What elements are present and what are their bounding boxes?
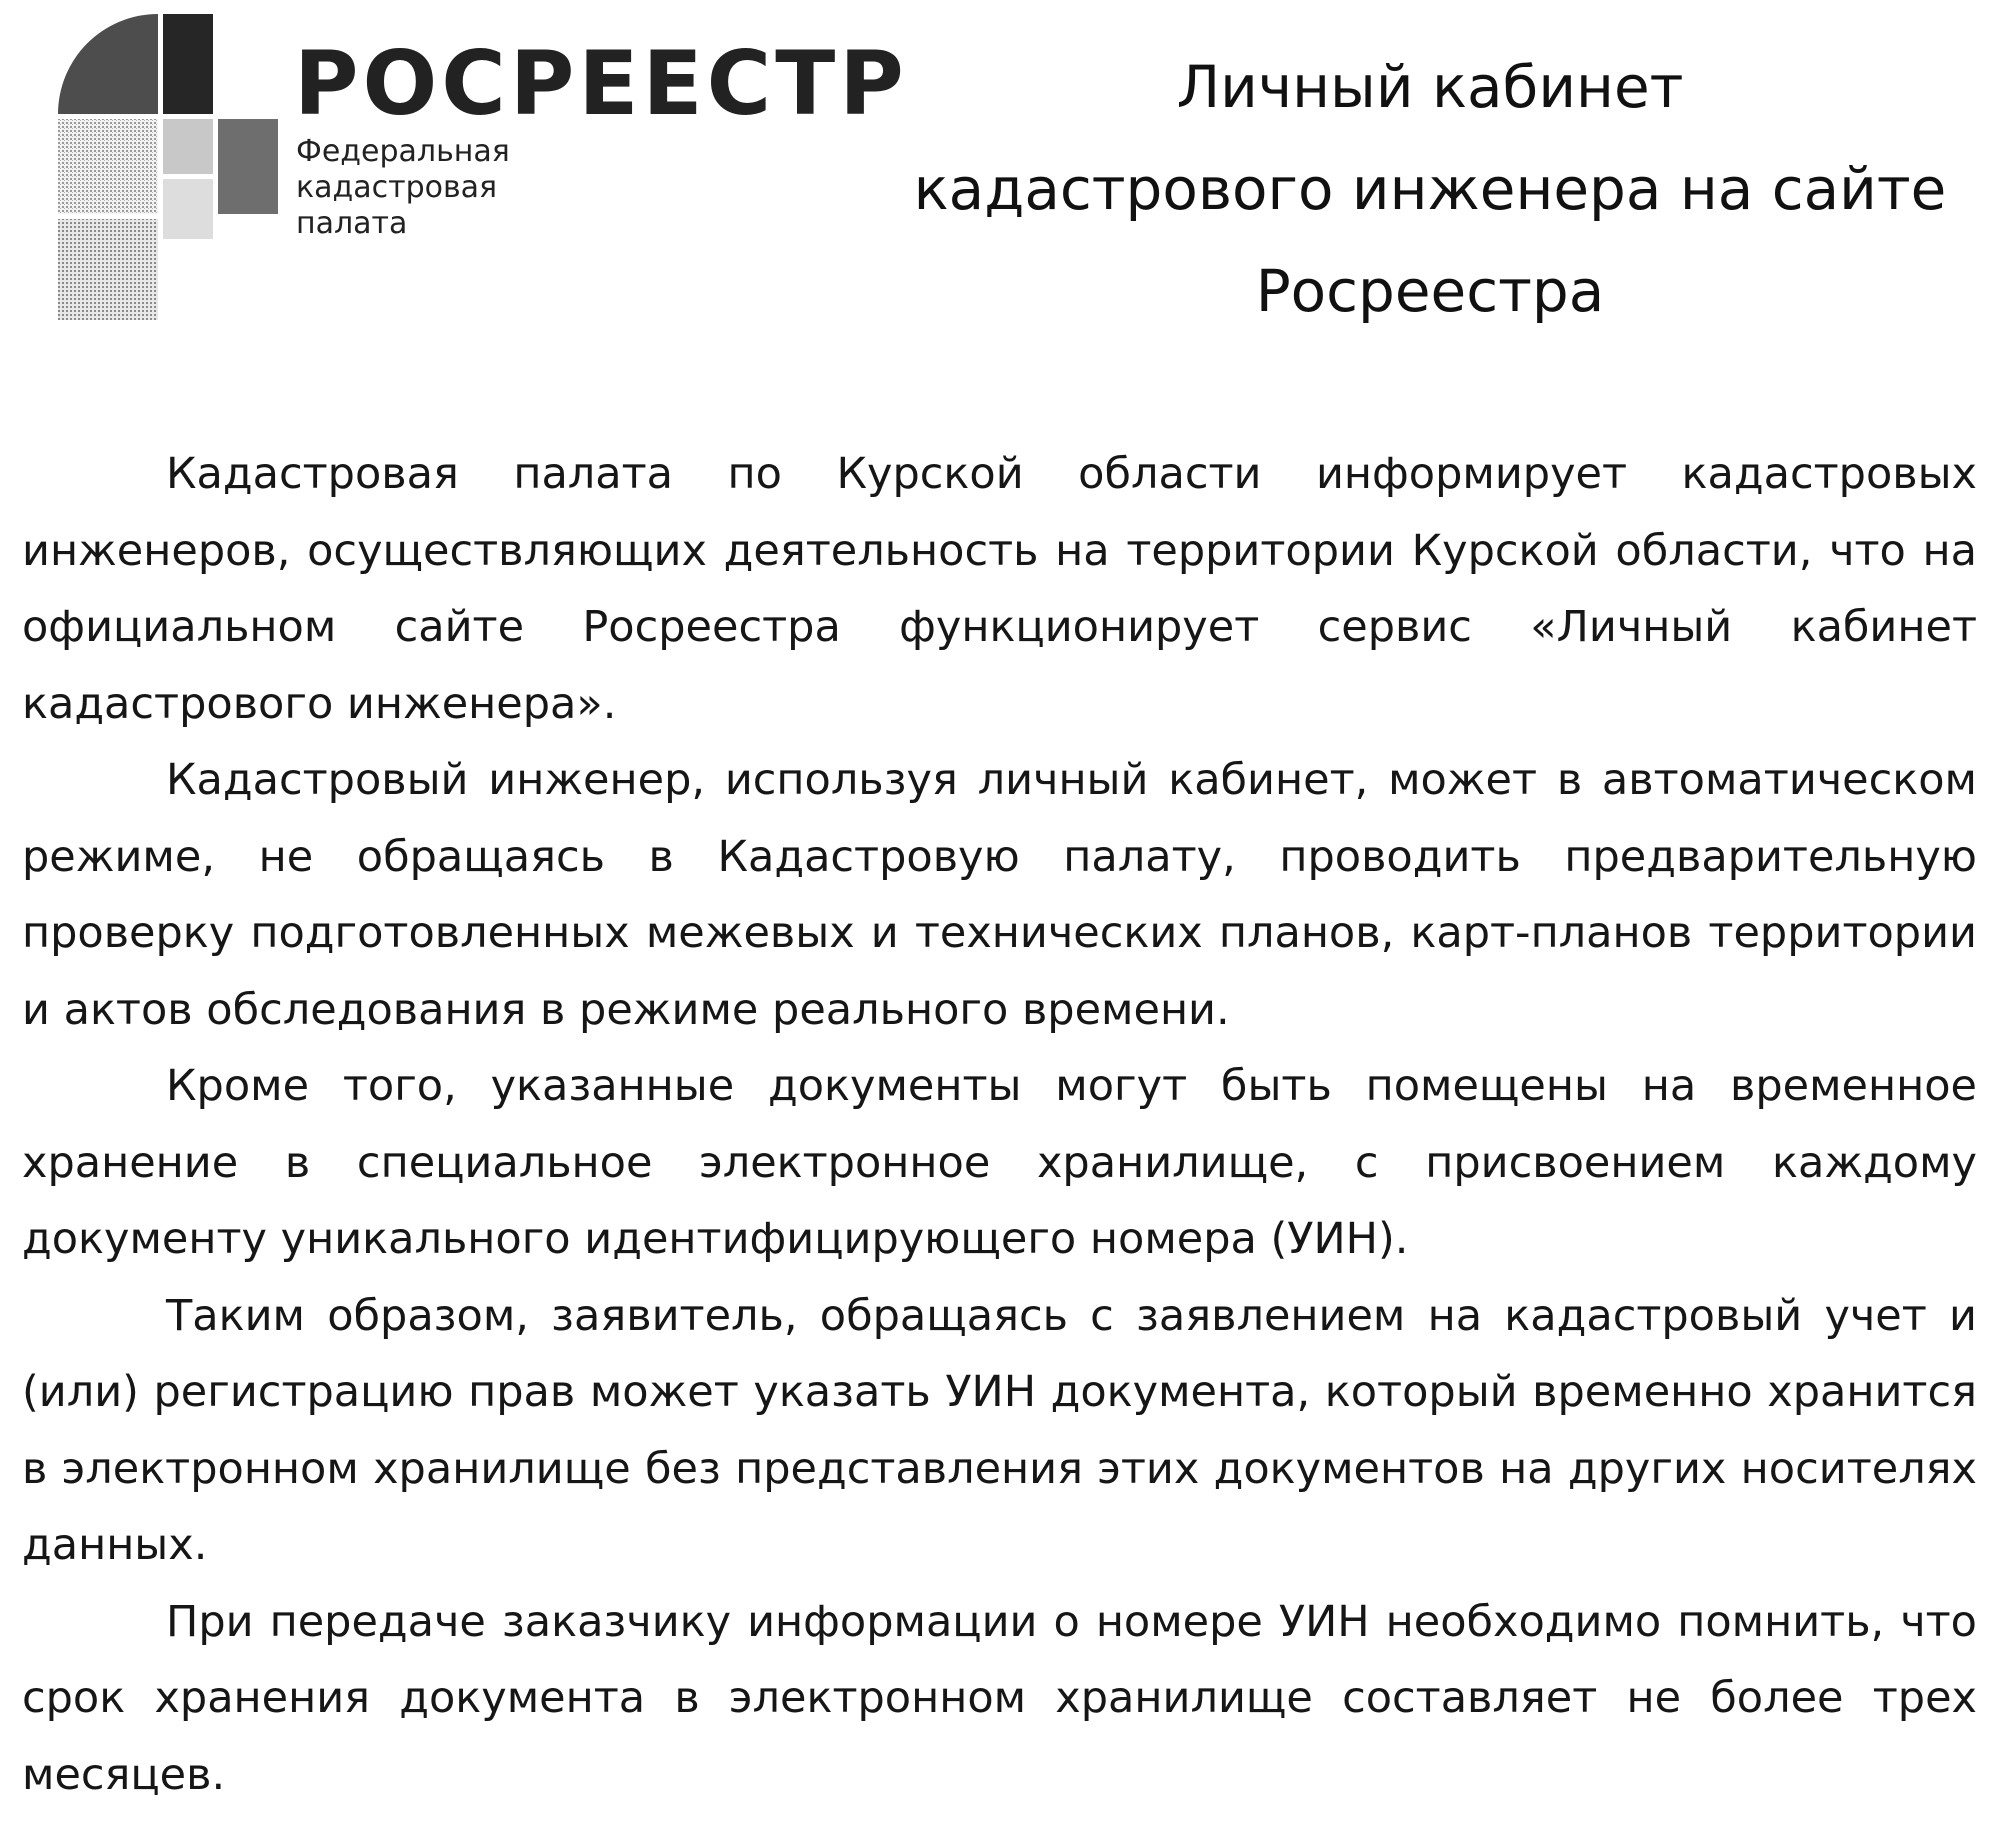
page-header xyxy=(0,0,1998,360)
paragraph: Кадастровый инженер, используя личный кабинет, может в автоматическом режиме, не обращаясь в Кадастровую палату, проводить предварительную проверку подготовленных межевых и технических планов, карт-планов территории и актов обследования в режиме реального времени. xyxy=(22,755,1977,1035)
paragraph: Кроме того, указанные документы могут быть помещены на временное хранение в специальное электронное хранилище, с присвоением каждому документу уникального идентифицирующего номера (УИН). xyxy=(22,1061,1977,1264)
logo-subtitle-line: кадастровая xyxy=(296,170,498,205)
paragraph: Таким образом, заявитель, обращаясь с заявлением на кадастровый учет и (или) регистрацию прав может указать УИН документа, который временно хранится в электронном хранилище без представления этих документов на других носителях данных. xyxy=(22,1290,1977,1570)
rosreestr-logo xyxy=(58,14,908,334)
logo-wordmark: РОСРЕЕСТР xyxy=(294,32,908,135)
paragraph: Кадастровая палата по Курской области информирует кадастровых инженеров, осуществляющих деятельность на территории Курской области, что на официальном сайте Росреестра функционирует сервис «Личный кабинет кадастрового инженера». xyxy=(22,449,1977,729)
rosreestr-emblem-icon xyxy=(58,14,278,320)
page-title xyxy=(900,36,1960,342)
document-body xyxy=(22,436,1977,1813)
title-line: кадастрового инженера на сайте xyxy=(913,155,1947,223)
logo-subtitle-line: палата xyxy=(296,206,408,241)
paragraph: При передаче заказчику информации о номере УИН необходимо помнить, что срок хранения документа в электронном хранилище составляет не более трех месяцев. xyxy=(22,1596,1977,1800)
title-line: Личный кабинет xyxy=(1176,53,1684,121)
title-line: Росреестра xyxy=(1255,257,1605,325)
logo-subtitle xyxy=(296,134,510,242)
logo-subtitle-line: Федеральная xyxy=(296,134,510,169)
